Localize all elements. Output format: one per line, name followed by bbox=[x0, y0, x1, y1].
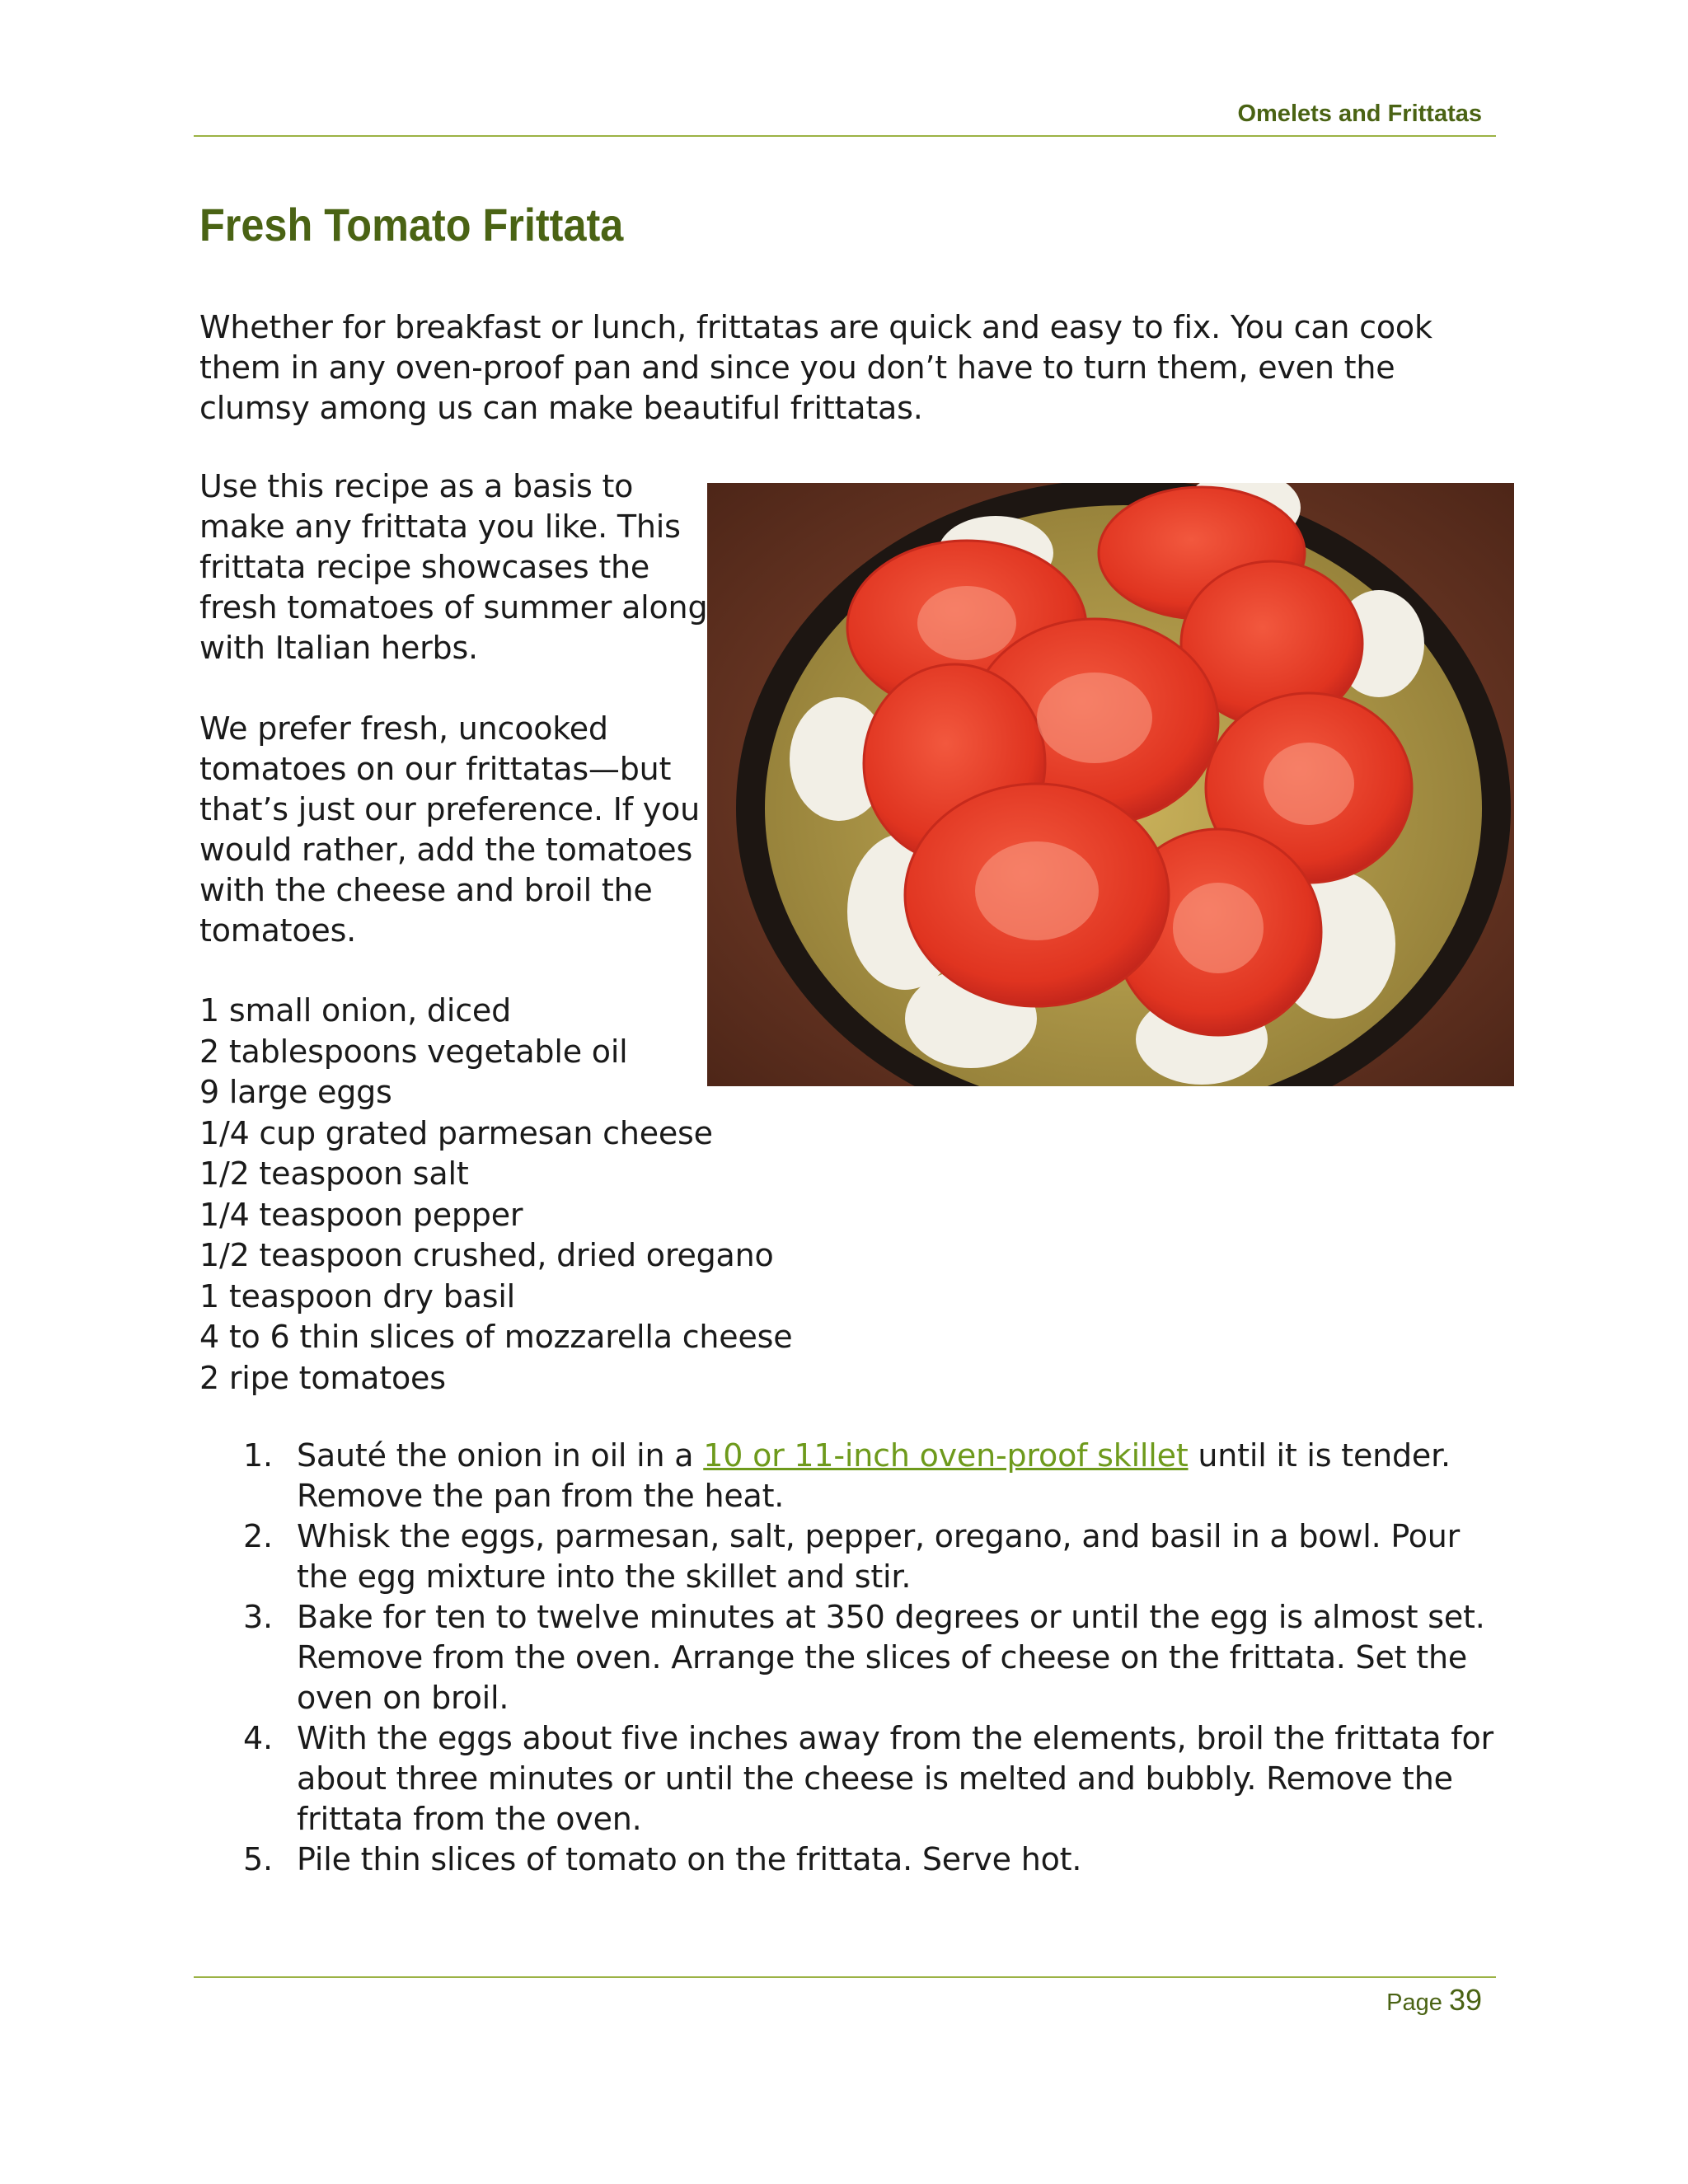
ingredient-list bbox=[199, 991, 792, 1399]
ingredient-item: 1 small onion, diced bbox=[199, 992, 512, 1029]
step-text: Bake for ten to twelve minutes at 350 degrees or until the egg is almost set. Remove from the oven. Arrange the slices of cheese on the frittata. Set the oven on broil. bbox=[297, 1599, 1485, 1716]
step-number: 5. bbox=[243, 1841, 273, 1877]
ingredient-item: 2 ripe tomatoes bbox=[199, 1359, 446, 1396]
step-text: Pile thin slices of tomato on the frittata. Serve hot. bbox=[297, 1841, 1082, 1877]
ingredient-item: 1/2 teaspoon salt bbox=[199, 1155, 469, 1192]
running-header: Omelets and Frittatas bbox=[1237, 101, 1482, 127]
description-paragraph-1: Use this recipe as a basis to make any frittata you like. This frittata recipe showcases the fresh tomatoes of summer along with Italian herbs. bbox=[199, 468, 708, 666]
ingredient-item: 1/4 cup grated parmesan cheese bbox=[199, 1114, 713, 1151]
skillet-link[interactable]: 10 or 11-inch oven-proof skillet bbox=[703, 1437, 1189, 1474]
ingredient-item: 4 to 6 thin slices of mozzarella cheese bbox=[199, 1319, 793, 1355]
instruction-steps bbox=[243, 1436, 1496, 1880]
step-item bbox=[243, 1718, 1496, 1840]
page-footer bbox=[1386, 1983, 1482, 2018]
step-number: 3. bbox=[243, 1599, 273, 1635]
step-item bbox=[243, 1597, 1496, 1718]
description-paragraph-2: We prefer fresh, uncooked tomatoes on our frittatas—but that’s just our preference. If you would rather, add the tomatoes with the cheese and broil the tomatoes. bbox=[199, 710, 700, 949]
step-item bbox=[243, 1840, 1496, 1880]
frittata-photo bbox=[707, 483, 1514, 1086]
page-number: 39 bbox=[1448, 1983, 1482, 2017]
step-text-after-link: until it is tender. Remove the pan from the heat. bbox=[297, 1437, 1451, 1514]
step-number: 2. bbox=[243, 1518, 273, 1554]
ingredient-item: 9 large eggs bbox=[199, 1074, 392, 1110]
step-item bbox=[243, 1436, 1496, 1516]
step-text: Whisk the eggs, parmesan, salt, pepper, oregano, and basil in a bowl. Pour the egg mixture into the skillet and stir. bbox=[297, 1518, 1461, 1595]
step-item bbox=[243, 1516, 1496, 1597]
ingredient-item: 1/2 teaspoon crushed, dried oregano bbox=[199, 1237, 774, 1273]
step-number: 4. bbox=[243, 1720, 273, 1756]
intro-paragraph: Whether for breakfast or lunch, frittatas are quick and easy to fix. You can cook them in any oven-proof pan and since you don’t have to turn them, even the clumsy among us can make beautiful frittatas. bbox=[199, 309, 1432, 426]
footer-rule bbox=[194, 1976, 1496, 1978]
step-number: 1. bbox=[243, 1437, 273, 1474]
ingredient-item: 1 teaspoon dry basil bbox=[199, 1277, 516, 1315]
ingredient-item: 2 tablespoons vegetable oil bbox=[199, 1033, 628, 1070]
step-text: With the eggs about five inches away from the elements, broil the frittata for about three minutes or until the cheese is melted and bubbly. Remove the frittata from the oven. bbox=[297, 1720, 1493, 1837]
recipe-title: Fresh Tomato Frittata bbox=[199, 199, 624, 251]
step-text bbox=[297, 1436, 1496, 1516]
page-label: Page bbox=[1386, 1990, 1449, 2016]
step-text-before-link: Sauté the onion in oil in a bbox=[297, 1437, 704, 1474]
header-rule bbox=[194, 135, 1496, 137]
ingredient-item: 1/4 teaspoon pepper bbox=[199, 1196, 523, 1233]
